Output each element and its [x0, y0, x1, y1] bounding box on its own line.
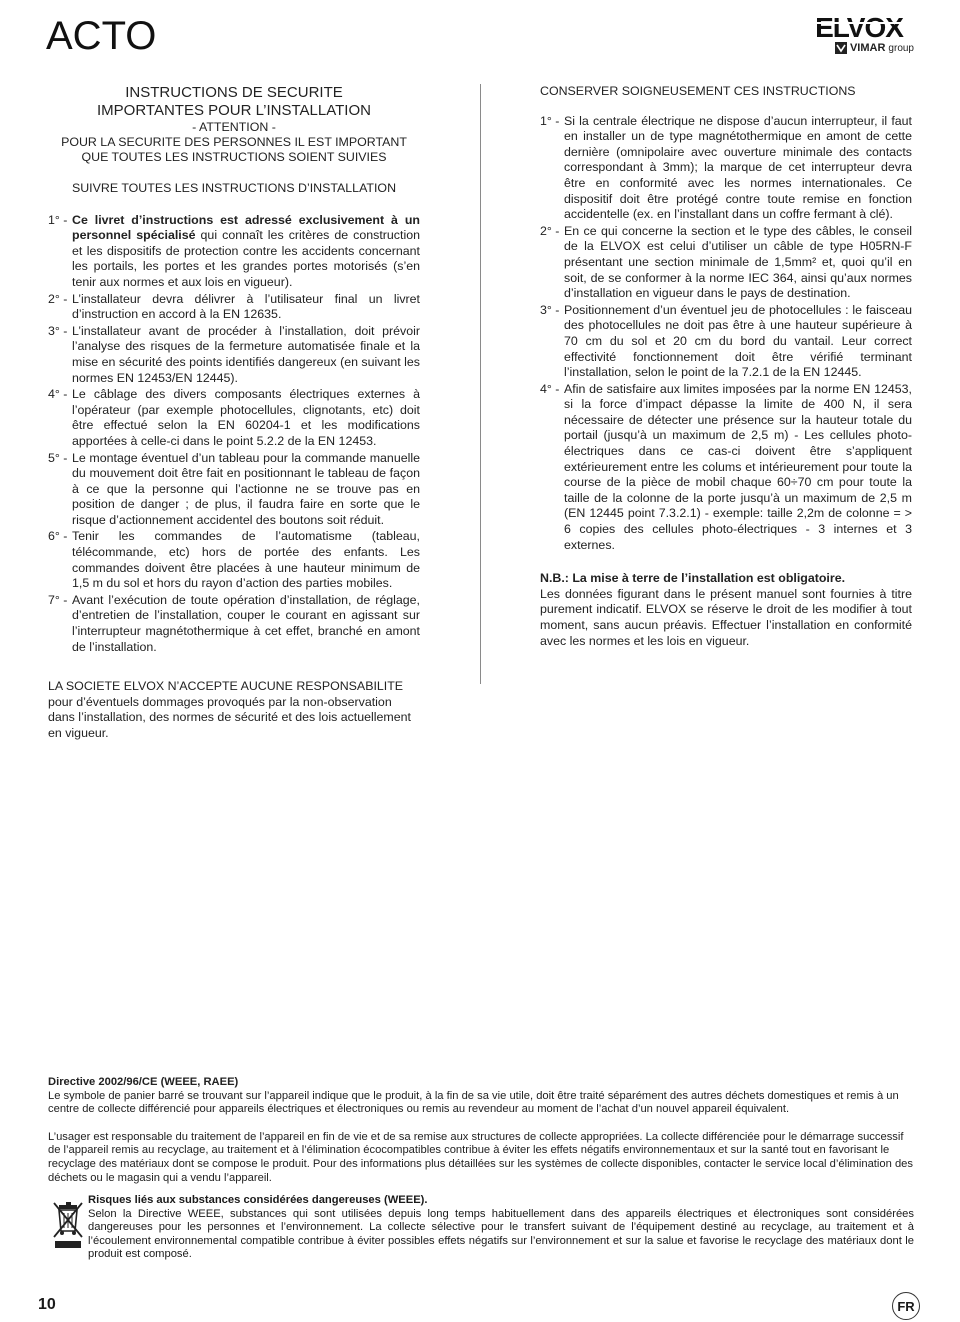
list-item: [48, 451, 420, 529]
list-item: [540, 114, 912, 223]
list-item: [48, 529, 420, 591]
item-text: Positionnement d’un éventuel jeu de photocellules : le faisceau des photocellules ne doit pas être à une hauteur supérieure à 70 cm du sol et 20 cm du bord du vantail. Leur correct effectivité fonctionnement doit être vérifié terminant l’installation, selon le point de la 7.2.1 de la EN 12445.: [564, 302, 912, 380]
list-item: [48, 387, 420, 449]
right-instruction-list: [540, 114, 912, 554]
risk-text: Selon la Directive WEEE, substances qui sont utilisées depuis long temps habituellement dans des appareils électriques et électroniques sont considérées dangereuses pour les personnes et l’environnement. La collecte sélective pour le transfert suivant de l’équipement destiné au recyclage, au traitement et à l’écoulement environnemental compatible contribue à éviter possibles effets négatifs sur l’environnement et sur la salue et favorise le recyclage des matériaux dont le produit est composé.: [88, 1207, 914, 1261]
item-body-text: qui connaît les critères de construction et les dispositifs de protection contre les accidents concernant les portails, les portes et les grandes portes motorisés (s’en tenir aux normes et aux lois en vigueur).: [72, 228, 420, 289]
vimar-name: VIMAR: [849, 42, 886, 54]
weee-paragraph-1: Le symbole de panier barré se trouvant sur l’appareil indique que le produit, à la fin de sa vie utile, doit être traité séparément des autres déchets domestiques et remis à un centre de collecte différencié pour appareils électriques et électroniques ou remis au revendeur au moment de l’achat d’un nouvel appareil équivalent.: [48, 1089, 899, 1116]
nb-text: Les données figurant dans le présent manuel sont fournies à titre purement indicatif. ELVOX se réserve le droit de les modifier à tout moment, sans aucun préavis. Effectuer l’installation en conformité avec les normes et les lois en vigueur.: [540, 586, 912, 648]
item-number: 1° -: [540, 113, 560, 128]
vimar-group-line: [804, 42, 914, 54]
left-instruction-list: [48, 213, 420, 656]
column-divider: [480, 84, 481, 684]
language-badge: FR: [892, 1292, 920, 1320]
item-text: Le montage éventuel d’un tableau pour la commande manuelle du mouvement doit être fait en positionnant le tableau de façon à ce que la personne qui l’actionne ne se trouve pas en position de danger ; de plus, il faudra faire en sorte que le risque d’actionnement accidentel des boutons soit réduit.: [72, 450, 420, 527]
item-number: 3° -: [540, 302, 560, 317]
item-number: 4° -: [48, 387, 68, 402]
safety-title-line2: IMPORTANTES POUR L’INSTALLATION: [97, 102, 371, 119]
item-text: En ce qui concerne la section et le type des câbles, le conseil de la ELVOX est celui d’utiliser un câble de type H05RN-F présentant une section minimale de 1,5mm² et, quoi qu’il en soit, de se conformer à la norme IEC 364, ainsi qu’aux normes d’installation en vigueur dans le pays de destination.: [564, 223, 912, 301]
risk-title: Risques liés aux substances considérées dangereuses (WEEE).: [88, 1194, 428, 1206]
item-number: 2° -: [540, 223, 560, 238]
item-text: Tenir les commandes de l’automatisme (tableau, télécommande, etc) hors de portée des enfants. Les commandes doivent être placées à une hauteur minimum de 1,5 m du sol et hors du rayon d’action des parties mobiles.: [72, 529, 420, 591]
item-number: 2° -: [48, 291, 68, 306]
item-number: 1° -: [48, 212, 68, 227]
list-item: [540, 303, 912, 381]
risk-text-block: [88, 1194, 914, 1262]
item-number: 6° -: [48, 529, 68, 544]
item-text: Avant l’exécution de toute opération d’installation, de réglage, d’entretien de l’installation, couper le courant en agissant sur l’interrupteur magnétothermique à cet effet, branché en amont de l’installation.: [72, 592, 420, 654]
item-number: 5° -: [48, 450, 68, 465]
nb-bold: N.B.: La mise à terre de l’installation est obligatoire.: [540, 571, 846, 586]
item-text: Afin de satisfaire aux limites imposées par la norme EN 12453, si la force d’impact dépasse la limite de 400 N, il sera nécessaire de détecter une présence sur la hauteur totale du portail (jusqu’à un maximum de 2,5 m) - Les cellules photo-électriques dans ce cas-ci doivent être s’appliquent extérieurement entre les colums et intérieurement pour toute la course de la pièce de mobil chaque 60÷70 cm pour toute la taille de la colonne de la porte jusqu’à un maximum de 2,5 m (EN 12445 point 7.3.2.1) - exemple: taille 2,2m de colonne = > 6 copies des cellules photo-électriques - 3 internes et 3 externes.: [564, 381, 912, 552]
item-number: 3° -: [48, 323, 68, 338]
follow-instructions-heading: SUIVRE TOUTES LES INSTRUCTIONS D’INSTALLATION: [71, 181, 397, 195]
nb-block: [540, 571, 912, 649]
warning-line2: QUE TOUTES LES INSTRUCTIONS SOIENT SUIVIES: [81, 150, 387, 164]
list-item: [48, 593, 420, 655]
weee-title: Directive 2002/96/CE (WEEE, RAEE): [48, 1076, 239, 1088]
item-text: L’installateur avant de procéder à l’installation, doit prévoir l’analyse des risques de la fermeture automatisée finale et la mise en sécurité des points identifiés dangereux (en suivant les normes EN 12453/EN 12445).: [72, 323, 420, 385]
item-bold-text: Ce livret d’instructions est adressé exclusivement à un personnel spécialisé: [72, 212, 420, 243]
item-text: Si la centrale électrique ne dispose d’aucun interrupteur, il faut en installer un de type magnétothermique en amont de cette dernière (omnipolaire avec ouverture minimale des contacts correspondant à 3mm); la marque de cet interrupteur devra être en conformité avec les normes internationales. Ce dispositif doit être protégé contre toute remise en fonction accidentelle (ex. en l’installant dans un coffre fermant à clé).: [564, 113, 912, 222]
right-column: [540, 84, 912, 649]
safety-title-block: [48, 84, 420, 197]
keep-instructions-heading: CONSERVER SOIGNEUSEMENT CES INSTRUCTIONS: [540, 84, 856, 98]
risk-block: [48, 1194, 914, 1262]
brand-block: [804, 14, 914, 54]
warning-line1: POUR LA SECURITE DES PERSONNES IL EST IMPORTANT: [61, 135, 407, 149]
crossed-out-wheelie-bin-icon: [48, 1194, 88, 1254]
liability-disclaimer: LA SOCIETE ELVOX N’ACCEPTE AUCUNE RESPONSABILITE pour d’éventuels dommages provoqués par la non-observation dans l’installation, des normes de sécurité et des lois actuellement en vigueur.: [48, 679, 411, 740]
list-item: [48, 213, 420, 291]
item-number: 4° -: [540, 381, 560, 396]
product-title: ACTO: [46, 14, 157, 58]
list-item: [48, 324, 420, 386]
left-column: [48, 84, 420, 742]
weee-paragraph-2: L’usager est responsable du traitement de l’appareil en fin de vie et de sa remise aux structures de collecte appropriées. La collecte différenciée pour le démarrage successif de l’appareil remis au recyclage, au traitement et à l’élimination écocompatibles contribue à éviter les effets négatifs environnementaux et sur la santé tout en favorisant le recyclage des matériaux dont se compose le produit. Pour des informations plus détaillées sur les systèmes de collecte disponibles, contacter le service local d’élimination des déchets ou le magasin qui a vendu l’appareil.: [48, 1130, 913, 1184]
safety-title-line1: INSTRUCTIONS DE SECURITE: [125, 84, 343, 101]
page-number: 10: [38, 1296, 56, 1313]
weee-section: [48, 1076, 914, 1185]
elvox-logo: [804, 14, 914, 40]
list-item: [48, 292, 420, 323]
item-number: 7° -: [48, 592, 68, 607]
vimar-square-icon: [835, 42, 847, 54]
item-text: L’installateur devra délivrer à l’utilisateur final un livret d’instruction en accord à la EN 12635.: [72, 291, 420, 322]
vimar-group: group: [888, 42, 914, 54]
list-item: [540, 382, 912, 554]
item-text: Le câblage des divers composants électriques externes à l’opérateur (par exemple photocellules, clignotants, etc) doit être effectué selon la EN 60204-1 et les modifications apportées à celle-ci dans le point 5.2.2 de la EN 12453.: [72, 387, 420, 448]
svg-text:ELVOX: ELVOX: [815, 14, 903, 40]
attention-label: - ATTENTION -: [192, 120, 276, 134]
list-item: [540, 224, 912, 302]
item-text: [72, 213, 420, 291]
